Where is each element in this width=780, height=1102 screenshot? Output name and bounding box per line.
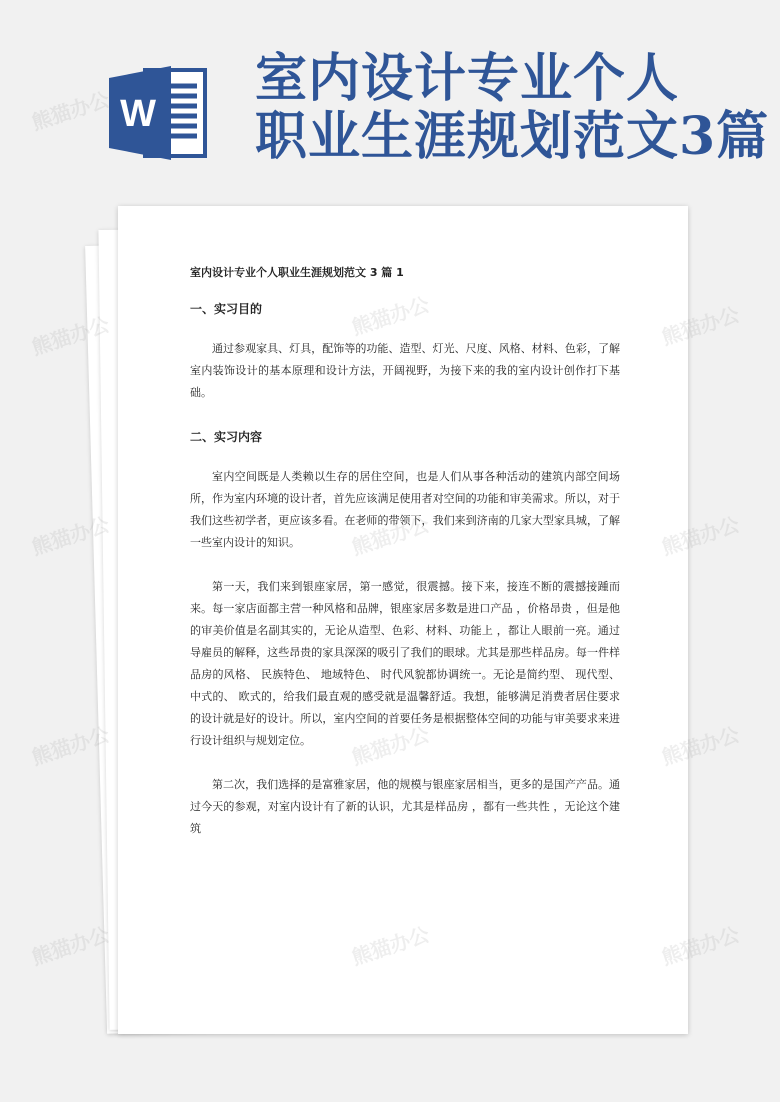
document-content bbox=[190, 262, 620, 862]
paragraph-content-1: 室内空间既是人类赖以生存的居住空间，也是人们从事各种活动的建筑内部空间场所，作为室内环境的设计者，首先应该满足使用者对空间的功能和审美需求。所以，对于我们这些初学者，更应该多看。在老师的带领下，我们来到济南的几家大型家具城，了解一些室内设计的知识。 bbox=[190, 470, 620, 549]
watermark: 熊猫办公 bbox=[658, 302, 743, 350]
section-heading-content: 二、实习内容 bbox=[190, 430, 263, 444]
watermark: 熊猫办公 bbox=[28, 922, 113, 970]
word-document-icon bbox=[107, 62, 209, 164]
banner-title bbox=[255, 50, 775, 166]
banner bbox=[0, 0, 780, 200]
watermark: 熊猫办公 bbox=[28, 87, 113, 135]
banner-title-line-2: 职业生涯规划范文3篇 bbox=[255, 106, 770, 167]
paragraph-content-3: 第二次，我们选择的是富雅家居，他的规模与银座家居相当，更多的是国产产品。通过今天的参观，对室内设计有了新的认识，尤其是样品房 ，都有一些共性 ，无论这个建筑 bbox=[190, 778, 620, 835]
paragraph-content-2: 第一天，我们来到银座家居，第一感觉，很震撼。接下来，接连不断的震撼接踵而来。每一家店面都主营一种风格和品牌，银座家居多数是进口产品 ，价格昂贵 ，但是他的审美价值是名副其实的，无论从造型、色彩、材料、功能上 ，都让人眼前一亮。通过导雇员的解释，这些昂贵的家具深深的吸引了我们的眼球。尤其是那些样品房。每一件样品房的风格、 民族特色、 地域特色、 时代风貌都协调统一。无论是简约型、 现代型、 中式的、 欧式的，给我们最直观的感受就是温馨舒适。我想，能够满足消费者居住要求的设计就是好的设计。所以，室内空间的首要任务是根据整体空间的功能与审美要求来进行设计组织与规划定位。 bbox=[190, 580, 620, 747]
word-logo-letter: W bbox=[120, 93, 156, 135]
watermark: 熊猫办公 bbox=[658, 512, 743, 560]
document-page bbox=[118, 206, 688, 1034]
watermark: 熊猫办公 bbox=[28, 312, 113, 360]
paragraph-purpose: 通过参观家具、灯具，配饰等的功能、造型、灯光、尺度、风格、材料、色彩，了解室内装饰设计的基本原理和设计方法，开阔视野，为接下来的我的室内设计创作打下基础。 bbox=[190, 342, 620, 399]
document-title: 室内设计专业个人职业生涯规划范文 3 篇 1 bbox=[190, 266, 404, 279]
watermark: 熊猫办公 bbox=[658, 922, 743, 970]
watermark: 熊猫办公 bbox=[658, 722, 743, 770]
banner-title-line-1: 室内设计专业个人 bbox=[255, 48, 680, 109]
section-heading-purpose: 一、实习目的 bbox=[190, 302, 263, 316]
watermark: 熊猫办公 bbox=[28, 512, 113, 560]
watermark: 熊猫办公 bbox=[28, 722, 113, 770]
